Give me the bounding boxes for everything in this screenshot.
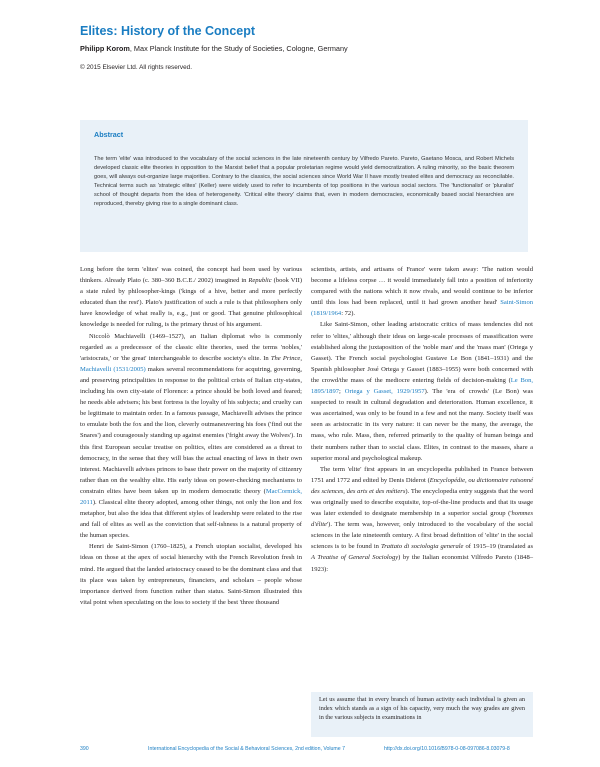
copyright-notice: © 2015 Elsevier Ltd. All rights reserved. — [80, 64, 192, 71]
body-text: makes several recommendations for acquiring, governing, and preserving principalities in response to the political crisis of Italian city-states, including his own city-state of Florence: a prince should be both loved and feared; he needs able advisers; his best fortress is the loyalty of his subjects; and cruelty can be legitimate to maintain order. In a famous passage, Machiavelli advises the prince to emulate both the fox and the lion, cleverly outmaneuvering his foes ('find out the Snares') and courageously standing up against enemies ('fright away the Wolves'). In this first European secular treatise on politics, elites are considered as a threat to democracy, in the sense that they will bias the actual enacting of laws in their own interest. Machiavelli advises princes to base their power on the majority of citizenry rather than on the wealthy elite. His early ideas on power-checking mechanisms to constrain elites have been taken up in modern democratic theory ( — [80, 365, 302, 495]
citation-link[interactable]: MacCormick, 2011 — [80, 487, 302, 506]
body-text: ; — [339, 388, 345, 396]
italic-title: Encyclopédie, ou dictionnaire raisonné des sciences, des arts et des métiers — [311, 476, 534, 495]
body-paragraph — [311, 264, 533, 319]
body-text: ). The 'era of crowds' (Le Bon) was suspected to result in cultural degradation and deterioration. Human excellence, it was ascertained, was only to be found in a few and not the many. Society itself was seen as aristocratic in its very nature: it can never be the many, the average, the mass, who rule. Mass, then, referred primarily to the quality of human beings and their numbers rather than to social class. Elites, in contrast to the masses, share a superior moral and psychological makeup. — [311, 388, 533, 462]
footer-encyclopedia-title: International Encyclopedia of the Social & Behavioral Sciences, 2nd edition, Volume 7 — [148, 746, 345, 752]
body-paragraph — [80, 264, 302, 331]
italic-title: The Prince — [270, 354, 301, 362]
body-text: scientists, artists, and artisans of France' were taken away: 'The nation would become a lifeless corpse … it would immediately fall into a position of inferiority compared with the nations which it now rivals, and would continue to be inferior until this loss had been replaced, until it had grown another head' — [311, 266, 533, 307]
body-text: The term 'elite' first appears in an encyclopedia published in France between 1751 and 1772 and edited by Denis Diderot ( — [311, 465, 533, 484]
body-paragraph — [80, 541, 302, 608]
body-text: , — [300, 354, 302, 362]
body-column-right — [311, 264, 533, 575]
citation-link[interactable]: Ortega y Gasset, 1929/1957 — [344, 388, 425, 396]
author-affiliation: , Max Planck Institute for the Study of Societies, Cologne, Germany — [129, 44, 348, 53]
italic-title: Trattato di sociologia generale — [380, 543, 464, 551]
body-text: (book VII) a state ruled by philosopher-kings ('kings of a hive, better and more perfectly educated than the rest'). Plato's justification of such a rule is that philosophers only have knowledge of what really is, e.g., just or good. That genuine philosophical knowledge is needed for ruling, is the primary thrust of his argument. — [80, 277, 302, 329]
footer-doi-link[interactable]: http://dx.doi.org/10.1016/B978-0-08-097086-8.03079-8 — [384, 746, 510, 752]
citation-link[interactable]: Machiavelli (1531/2005) — [80, 365, 146, 373]
footer-page-number: 390 — [80, 746, 89, 752]
quote-box — [311, 692, 533, 737]
body-text: of 1915–19 (translated as — [463, 543, 534, 551]
quote-text: Let us assume that in every branch of human activity each individual is given an index which stands as a sign of his capacity, very much the way grades are given in the various subjects in examinations in — [319, 696, 525, 721]
body-paragraph — [311, 464, 533, 575]
body-text: ) by the Italian economist Vilfredo Pareto (1848–1923): — [311, 554, 533, 573]
body-text: : 72). — [341, 310, 356, 318]
body-text: '). The term was, however, only introduced to the vocabulary of the social sciences in the late nineteenth century. A first broad definition of 'elite' in the social sciences is to be found in — [311, 521, 533, 551]
body-paragraph — [311, 319, 533, 463]
citation-link[interactable]: Le Bon, 1895/1897 — [311, 376, 533, 396]
author-name: Philipp Korom — [80, 44, 130, 53]
author-line — [80, 44, 348, 53]
body-text: Long before the term 'elites' was coined, the concept had been used by various thinkers. Already Plato (c. 380–360 B.C.E./ 2002) imagined in — [80, 266, 302, 285]
body-column-left — [80, 264, 302, 608]
citation-link[interactable]: Saint-Simon (1819/1964 — [311, 299, 533, 318]
italic-title: hommes d'élite — [311, 510, 533, 529]
body-text: Henri de Saint-Simon (1760–1825), a French utopian socialist, developed his ideas on those at the apex of social hierarchy with the French Revolution fresh in mind. He argued that the landed aristocracy ceased to be the dominant class and that its place was taken by entrepreneurs, financiers, and scholars – people whose importance derived from function rather than status. Saint-Simon illustrated this vital point when speculating on the loss to society if the best 'three thousand — [80, 543, 302, 606]
abstract-text: The term 'elite' was introduced to the vocabulary of the social sciences in the late nineteenth century by Vilfredo Pareto. Pareto, Gaetano Mosca, and Robert Michels developed classic elite theories in opposition to the Marxist belief that a popular proletarian regime would yield democratization. A ruling minority, so the basic theorem goes, will always out-organize large majorities. Contrary to the classics, the social sciences since World War II have mostly treated elites and democracy as reconcilable. Technical terms such as 'strategic elites' (Keller) were widely used to refer to incumbents of top positions in the various social sectors. The 'functionalist' or 'pluralist' school of thought departs from the idea of heterogeneity. 'Critical elite theory' claims that, even in modern democracies, economically based social hierarchies are reproduced, thereby giving rise to a single dominant class. — [94, 156, 514, 207]
body-text: ). Classical elite theory adopted, among other things, not only the lion and fox metaphor, but also the idea that different styles of leadership were related to the rise and fall of elites as well as the conviction that self-ishness is a natural property of the human species. — [80, 498, 302, 540]
abstract-box — [80, 120, 528, 252]
abstract-heading: Abstract — [94, 130, 124, 139]
article-title: Elites: History of the Concept — [80, 24, 256, 38]
italic-title: A Treatise of General Sociology — [311, 554, 399, 562]
body-text: ). The encyclopedia entry suggests that the word was originally used to describe exquisite, top-of-the-line products and that its usage was later extended to designate membership in a superior social group (' — [311, 487, 534, 518]
body-text: Like Saint-Simon, other leading aristocratic critics of mass tendencies did not refer to 'elites,' although their ideas on large-scale processes of massification were established along the juxtaposition of the 'noble man' and the 'mass man' (Ortega y Gasset). The French social psychologist Gustave Le Bon (1841–1931) and the Spanish philosopher José Ortega y Gasset (1883–1955) were both concerned with the crowd/the mass of the mediocre entering fields of decision-making ( — [311, 321, 533, 384]
body-paragraph — [80, 331, 302, 542]
italic-title: Republic — [248, 277, 272, 285]
body-text: Niccolò Machiavelli (1469–1527), an Italian diplomat who is commonly regarded as a predecessor of the classic elite theories, used the terms 'nobles,' 'aristocrats,' or 'the great' interchangeable to describe society's elite. In — [80, 332, 302, 362]
